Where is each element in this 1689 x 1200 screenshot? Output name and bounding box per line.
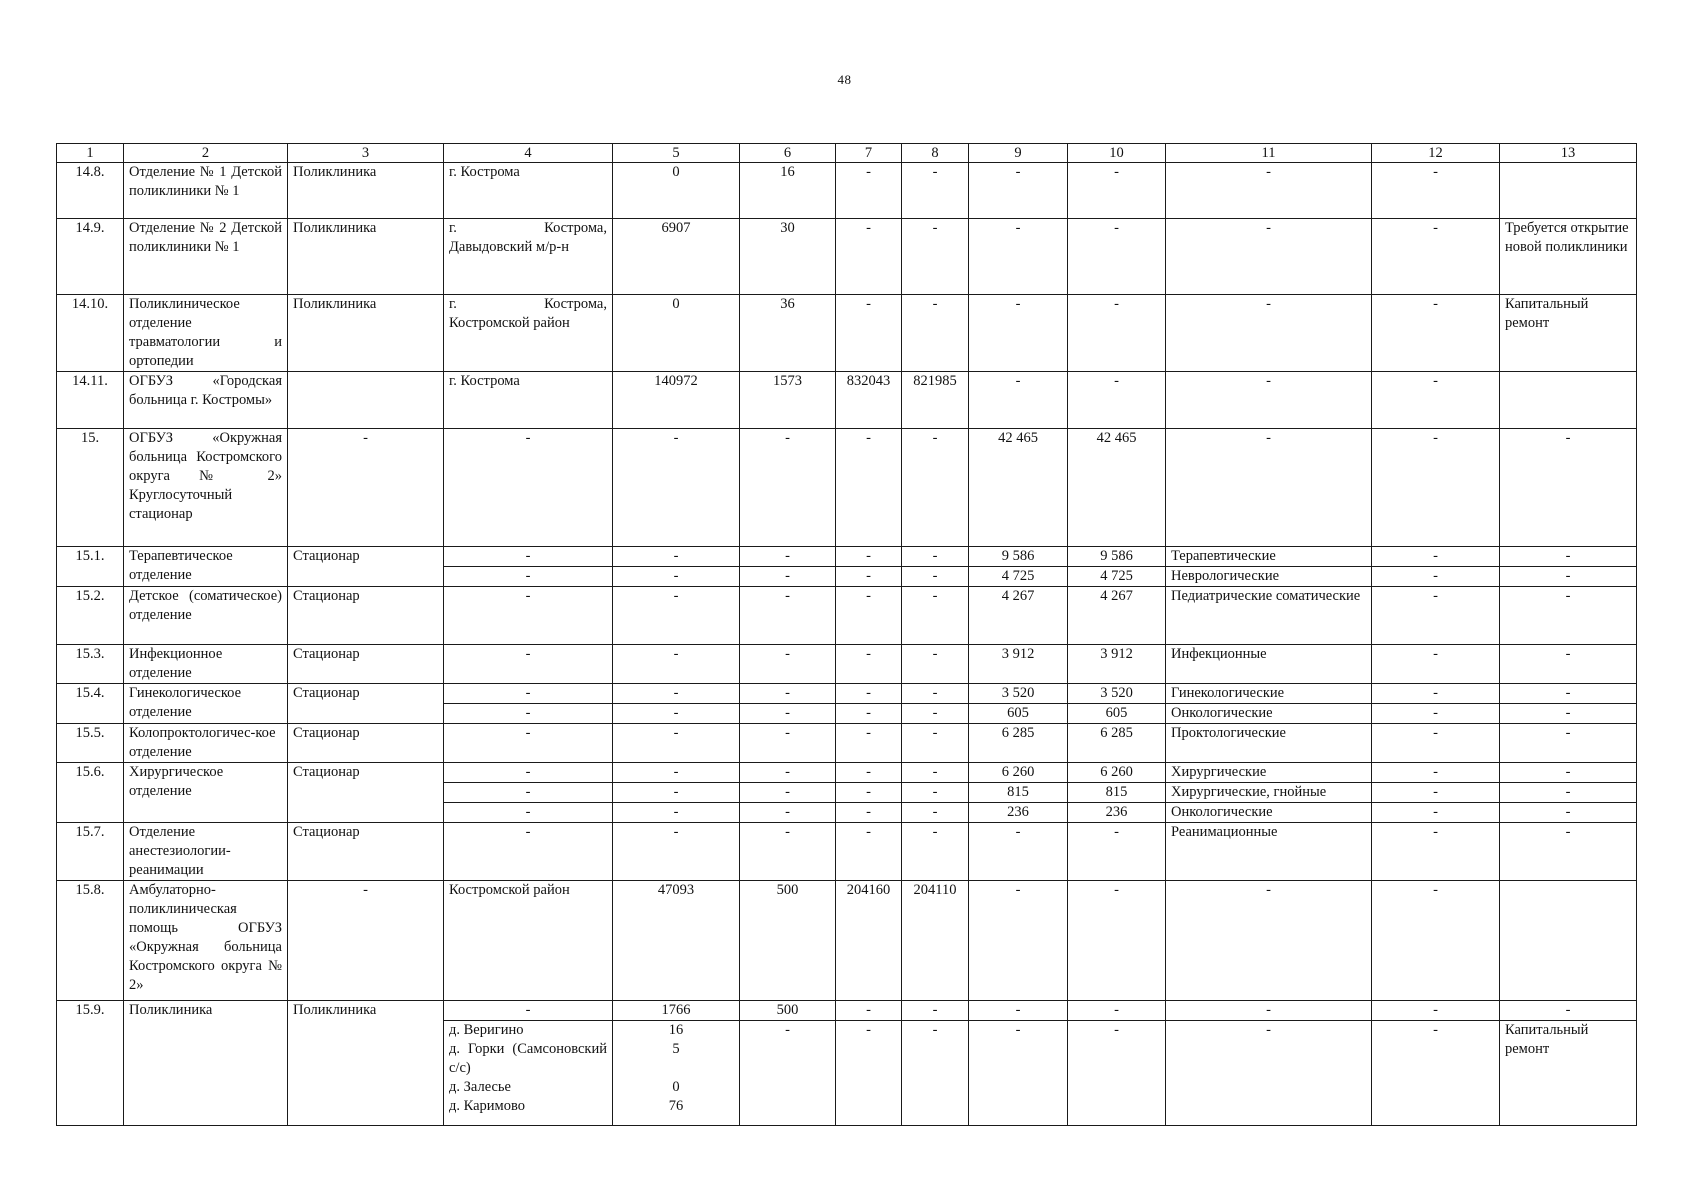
note: - [1500,547,1637,567]
value-c5: - [613,587,740,645]
value-c5: 6907 [613,219,740,295]
note [1500,881,1637,1001]
value-c5: - [613,803,740,823]
location-item: д. Каримово [449,1098,525,1114]
facility-type: - [288,429,444,547]
value-c5: 0 [613,295,740,372]
value-c12: - [1372,429,1500,547]
column-header: 4 [444,144,613,163]
column-header: 6 [740,144,836,163]
value-c6: - [740,429,836,547]
value-c10: - [1068,1001,1166,1021]
row-number: 15.5. [57,724,124,763]
value-c9: - [969,219,1068,295]
note: - [1500,803,1637,823]
value-c5: - [613,547,740,567]
department-name: Инфекционное отделение [124,645,288,684]
value-c9: 6 260 [969,763,1068,783]
value-c5-item [618,1059,734,1078]
note: - [1500,724,1637,763]
value-c6: - [740,1021,836,1126]
value-c9: 3 520 [969,684,1068,704]
bed-profile: Онкологические [1166,803,1372,823]
value-c8: - [902,763,969,783]
facility-type: Поликлиника [288,295,444,372]
column-header: 11 [1166,144,1372,163]
value-c12: - [1372,823,1500,881]
table-subrow [57,1001,1637,1021]
value-c9: - [969,1021,1068,1126]
location: - [444,704,613,724]
bed-profile: Хирургические [1166,763,1372,783]
facility-type: Стационар [288,645,444,684]
value-c9: - [969,1001,1068,1021]
value-c12: - [1372,763,1500,783]
value-c6: - [740,763,836,783]
value-c6: - [740,803,836,823]
value-c8: - [902,219,969,295]
value-c6: - [740,783,836,803]
row-number: 15.4. [57,684,124,724]
value-c8: - [902,567,969,587]
table-subrow [57,547,1637,567]
row-number: 15.8. [57,881,124,1001]
column-header: 8 [902,144,969,163]
value-c10: 3 912 [1068,645,1166,684]
value-c6: 16 [740,163,836,219]
bed-profile: - [1166,163,1372,219]
facility-type: Стационар [288,547,444,587]
location: - [444,763,613,783]
department-name: Поликлиническое отделение травматологии и ортопедии [124,295,288,372]
value-c10: 815 [1068,783,1166,803]
value-c8: - [902,704,969,724]
value-c12: - [1372,881,1500,1001]
note: - [1500,567,1637,587]
table-row [57,881,1637,1001]
value-c8: - [902,163,969,219]
value-c7: - [836,295,902,372]
value-c10: - [1068,881,1166,1001]
location: - [444,645,613,684]
location: - [444,783,613,803]
value-c9: - [969,881,1068,1001]
location: - [444,587,613,645]
value-c6: 36 [740,295,836,372]
facility-type: Стационар [288,763,444,823]
value-c12: - [1372,547,1500,567]
value-c5-list [613,1021,740,1126]
row-number: 15.6. [57,763,124,823]
department-name: Колопроктологичес-кое отделение [124,724,288,763]
column-header: 12 [1372,144,1500,163]
bed-profile: - [1166,881,1372,1001]
value-c5: 1766 [613,1001,740,1021]
value-c7: 204160 [836,881,902,1001]
value-c5-item: 76 [668,1098,684,1114]
column-header: 10 [1068,144,1166,163]
location: - [444,724,613,763]
facility-type: Поликлиника [288,163,444,219]
location-item: д. Горки (Самсоновский с/с) [449,1041,607,1076]
value-c8: - [902,783,969,803]
value-c12: - [1372,783,1500,803]
value-c10: 4 725 [1068,567,1166,587]
bed-profile: Онкологические [1166,704,1372,724]
value-c8: - [902,1001,969,1021]
value-c9: 6 285 [969,724,1068,763]
bed-profile: Проктологические [1166,724,1372,763]
bed-profile: Педиатрические соматические [1166,587,1372,645]
note: - [1500,684,1637,704]
value-c9: 9 586 [969,547,1068,567]
value-c5: - [613,783,740,803]
value-c8: 821985 [902,372,969,429]
value-c10: 6 260 [1068,763,1166,783]
value-c5: - [613,763,740,783]
location-list [444,1021,613,1126]
value-c8: - [902,429,969,547]
department-name: Гинекологическое отделение [124,684,288,724]
value-c12: - [1372,567,1500,587]
value-c6: - [740,823,836,881]
bed-profile: - [1166,1021,1372,1126]
note: - [1500,1001,1637,1021]
location: г. Кострома, Костромской район [444,295,613,372]
value-c6: - [740,567,836,587]
note: Капитальный ремонт [1500,1021,1637,1126]
value-c8: - [902,295,969,372]
department-name: Отделение № 1 Детской поликлиники № 1 [124,163,288,219]
value-c5: 47093 [613,881,740,1001]
department-name: Отделение № 2 Детской поликлиники № 1 [124,219,288,295]
value-c8: - [902,803,969,823]
value-c12: - [1372,163,1500,219]
value-c10: 605 [1068,704,1166,724]
table-subrow [57,684,1637,704]
department-name: ОГБУЗ «Городская больница г. Костромы» [124,372,288,429]
row-number: 14.10. [57,295,124,372]
row-number: 14.11. [57,372,124,429]
table-row [57,295,1637,372]
note: - [1500,429,1637,547]
note [1500,163,1637,219]
value-c8: - [902,645,969,684]
value-c12: - [1372,372,1500,429]
column-header: 9 [969,144,1068,163]
value-c7: - [836,783,902,803]
department-name: Амбулаторно-поликлиническая помощь ОГБУЗ «Окружная больница Костромского округа № 2» [124,881,288,1001]
location: - [444,803,613,823]
value-c7: - [836,803,902,823]
bed-profile: - [1166,219,1372,295]
value-c5: - [613,645,740,684]
value-c5-item: 16 [668,1022,684,1038]
value-c5: - [613,704,740,724]
column-header: 1 [57,144,124,163]
department-name: Хирургическое отделение [124,763,288,823]
value-c7: - [836,724,902,763]
value-c6: - [740,645,836,684]
note: - [1500,763,1637,783]
value-c10: 236 [1068,803,1166,823]
department-name: ОГБУЗ «Окружная больница Костромского округа № 2» Круглосуточный стационар [124,429,288,547]
location: г. Кострома [444,372,613,429]
value-c12: - [1372,684,1500,704]
facility-type: Стационар [288,684,444,724]
table-row [57,724,1637,763]
value-c9: 42 465 [969,429,1068,547]
location: Костромской район [444,881,613,1001]
value-c7: - [836,587,902,645]
bed-profile: - [1166,1001,1372,1021]
row-number: 15.1. [57,547,124,587]
row-number: 15.2. [57,587,124,645]
table-row [57,163,1637,219]
department-name: Отделение анестезиологии-реанимации [124,823,288,881]
bed-profile: Неврологические [1166,567,1372,587]
page-number: 48 [837,72,852,87]
bed-profile: - [1166,295,1372,372]
value-c10: 3 520 [1068,684,1166,704]
value-c7: - [836,219,902,295]
note: - [1500,704,1637,724]
facility-type: Стационар [288,823,444,881]
note: - [1500,645,1637,684]
facility-type [288,372,444,429]
value-c5: 0 [613,163,740,219]
value-c9: 236 [969,803,1068,823]
value-c5-item: 0 [672,1079,680,1095]
row-number: 15. [57,429,124,547]
location: г. Кострома, Давыдовский м/р-н [444,219,613,295]
value-c7: - [836,1021,902,1126]
value-c12: - [1372,704,1500,724]
value-c8: - [902,547,969,567]
table-row [57,219,1637,295]
value-c5-item: 5 [672,1041,680,1057]
value-c12: - [1372,587,1500,645]
value-c9: 3 912 [969,645,1068,684]
bed-profile: Реанимационные [1166,823,1372,881]
facility-type: Стационар [288,587,444,645]
value-c8: - [902,684,969,704]
department-name: Поликлиника [124,1001,288,1126]
value-c6: - [740,724,836,763]
row-number: 15.7. [57,823,124,881]
value-c6: 500 [740,881,836,1001]
value-c7: - [836,684,902,704]
value-c8: - [902,1021,969,1126]
value-c10: - [1068,295,1166,372]
value-c7: - [836,823,902,881]
location-item: д. Веригино [449,1022,524,1038]
value-c9: - [969,823,1068,881]
value-c7: - [836,429,902,547]
value-c7: - [836,763,902,783]
column-header: 2 [124,144,288,163]
facility-type: - [288,881,444,1001]
facility-type: Поликлиника [288,1001,444,1126]
value-c7: 832043 [836,372,902,429]
value-c10: 6 285 [1068,724,1166,763]
value-c5: - [613,684,740,704]
value-c7: - [836,163,902,219]
value-c7: - [836,704,902,724]
column-header: 7 [836,144,902,163]
table-row [57,823,1637,881]
value-c10: - [1068,1021,1166,1126]
value-c8: - [902,823,969,881]
department-name: Терапевтическое отделение [124,547,288,587]
value-c12: - [1372,295,1500,372]
table-row [57,372,1637,429]
location: - [444,547,613,567]
value-c7: - [836,567,902,587]
value-c10: 42 465 [1068,429,1166,547]
note: Требуется открытие новой поликлиники [1500,219,1637,295]
value-c12: - [1372,1001,1500,1021]
row-number: 14.9. [57,219,124,295]
bed-profile: - [1166,372,1372,429]
location: - [444,567,613,587]
department-name: Детское (соматическое) отделение [124,587,288,645]
hospital-capacity-table [56,143,1637,1126]
value-c10: - [1068,219,1166,295]
value-c7: - [836,547,902,567]
value-c6: 500 [740,1001,836,1021]
value-c9: - [969,163,1068,219]
value-c12: - [1372,1021,1500,1126]
value-c10: 9 586 [1068,547,1166,567]
location-item: д. Залесье [449,1079,511,1095]
note: - [1500,783,1637,803]
value-c5: - [613,567,740,587]
value-c9: 4 267 [969,587,1068,645]
value-c9: - [969,372,1068,429]
note: Капитальный ремонт [1500,295,1637,372]
bed-profile: Инфекционные [1166,645,1372,684]
value-c8: 204110 [902,881,969,1001]
value-c6: - [740,704,836,724]
value-c10: - [1068,823,1166,881]
location: г. Кострома [444,163,613,219]
value-c9: - [969,295,1068,372]
value-c9: 4 725 [969,567,1068,587]
value-c6: - [740,684,836,704]
location: - [444,1001,613,1021]
value-c6: - [740,587,836,645]
facility-type: Поликлиника [288,219,444,295]
table-subrow [57,763,1637,783]
value-c8: - [902,724,969,763]
location: - [444,684,613,704]
row-number: 15.9. [57,1001,124,1126]
value-c9: 815 [969,783,1068,803]
value-c6: 1573 [740,372,836,429]
value-c12: - [1372,645,1500,684]
bed-profile: - [1166,429,1372,547]
bed-profile: Хирургические, гнойные [1166,783,1372,803]
column-number-header-row [57,144,1637,163]
location: - [444,823,613,881]
bed-profile: Гинекологические [1166,684,1372,704]
bed-profile: Терапевтические [1166,547,1372,567]
value-c5: 140972 [613,372,740,429]
value-c12: - [1372,803,1500,823]
value-c6: 30 [740,219,836,295]
value-c6: - [740,547,836,567]
note: - [1500,823,1637,881]
column-header: 13 [1500,144,1637,163]
row-number: 14.8. [57,163,124,219]
value-c12: - [1372,219,1500,295]
table-row [57,587,1637,645]
value-c7: - [836,645,902,684]
value-c10: 4 267 [1068,587,1166,645]
value-c10: - [1068,372,1166,429]
column-header: 3 [288,144,444,163]
note: - [1500,587,1637,645]
table-row [57,645,1637,684]
value-c12: - [1372,724,1500,763]
column-header: 5 [613,144,740,163]
value-c5: - [613,724,740,763]
table-row [57,429,1637,547]
location: - [444,429,613,547]
value-c10: - [1068,163,1166,219]
value-c8: - [902,587,969,645]
note [1500,372,1637,429]
facility-type: Стационар [288,724,444,763]
value-c5: - [613,429,740,547]
value-c9: 605 [969,704,1068,724]
row-number: 15.3. [57,645,124,684]
value-c5: - [613,823,740,881]
value-c7: - [836,1001,902,1021]
